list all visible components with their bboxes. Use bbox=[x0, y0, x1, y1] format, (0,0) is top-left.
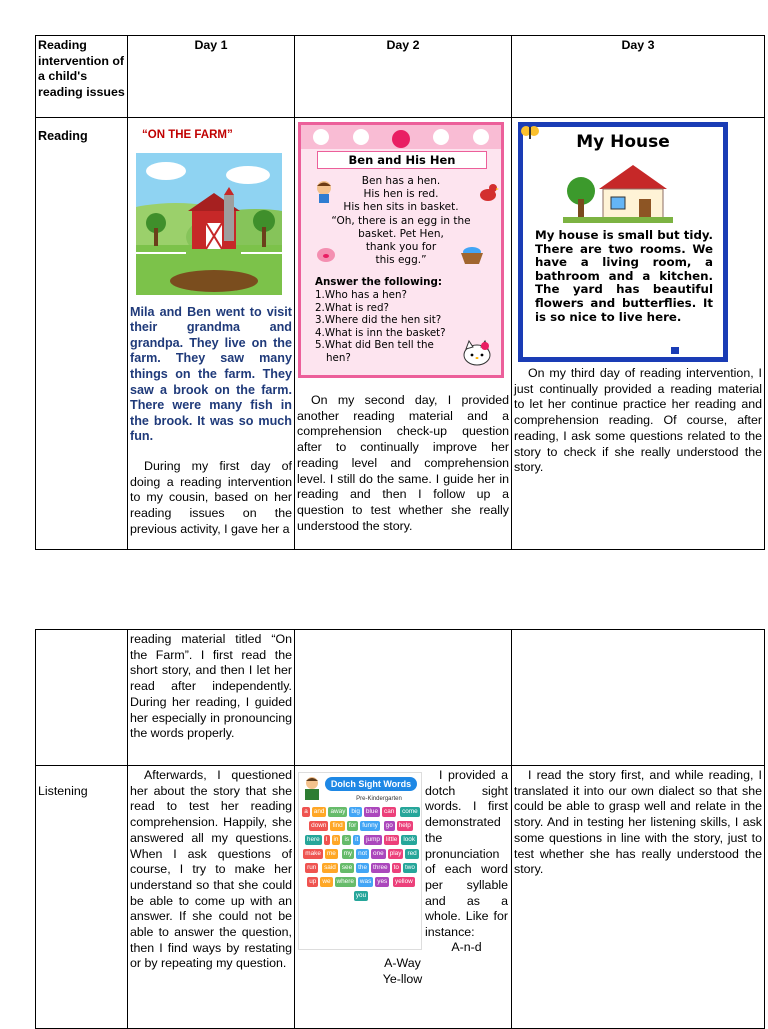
sight-word: said bbox=[324, 864, 336, 871]
intervention-table-page1 bbox=[35, 35, 765, 550]
sight-word: blue bbox=[365, 808, 379, 815]
sight-word: yes bbox=[377, 878, 388, 885]
listening-day2-cell bbox=[295, 766, 512, 1029]
listening-day3-text: I read the story first, and while reading, I translated it into our own dialect so that she could be able to grasp well and relate in the story. And in testing her listening skills, I ask some questions in line with the story, just to test whether she has really understood the story. bbox=[514, 768, 762, 877]
story-line: His hen is red. bbox=[363, 188, 439, 201]
sight-word: make bbox=[305, 850, 321, 857]
sight-word: away bbox=[330, 808, 346, 815]
sight-word: see bbox=[341, 864, 353, 871]
listening-day1-text: Afterwards, I questioned her about the story that she read to test her reading comprehension. Happily, she answered all my questions. When I ask questions of course, I try to make her understand so that she could be able to come up with an answer. If she could not be able to answer the question, then I find ways by restating or by repeating my question. bbox=[130, 768, 292, 971]
basket-icon bbox=[459, 245, 485, 265]
header-day1: Day 1 bbox=[128, 36, 295, 118]
my-house-card bbox=[518, 122, 728, 362]
question-heading: Answer the following: bbox=[315, 276, 442, 288]
sight-word: we bbox=[322, 878, 331, 885]
sight-word: red bbox=[407, 850, 417, 857]
my-house-text: My house is small but tidy. There are two rooms. We have a living room, a bathroom and a kitchen. The yard has beautiful flowers and butterflies. It is so nice to live here. bbox=[535, 228, 714, 324]
listening-day2-content bbox=[297, 768, 509, 1026]
house-illustration bbox=[563, 161, 673, 223]
sight-word: to bbox=[393, 864, 399, 871]
sight-word: help bbox=[398, 822, 411, 829]
sight-word: big bbox=[351, 808, 360, 815]
continuation-day1-text: reading material titled “On the Farm”. I first read the short story, and then I let her read after independently. During her reading, I guided her especially in pronouncing the words properly. bbox=[130, 632, 292, 741]
continuation-day1-cell bbox=[128, 630, 295, 766]
sight-word: and bbox=[313, 808, 325, 815]
sight-word: here bbox=[306, 836, 320, 843]
sight-word: for bbox=[348, 822, 357, 829]
sight-word: two bbox=[404, 864, 415, 871]
listening-label: Listening bbox=[38, 784, 88, 798]
reading-label-cell bbox=[36, 118, 128, 550]
farm-story-text: Mila and Ben went to visit their grandma and grandpa. They live on the farm. They saw many things on the farm. They saw a brook on the farm. There were many fish in the brook. It was so much fun. bbox=[130, 304, 292, 444]
sight-word: little bbox=[385, 836, 398, 843]
sight-word: you bbox=[355, 892, 367, 899]
reading-day1-cell bbox=[128, 118, 295, 550]
story-line: “Oh, there is an egg in the bbox=[331, 214, 471, 227]
sight-word: go bbox=[385, 822, 393, 829]
story-line: thank you for bbox=[365, 241, 437, 254]
question-item: 5.What did Ben tell the bbox=[315, 339, 434, 352]
ben-hen-card bbox=[298, 122, 504, 378]
reading-day1-paragraph: During my first day of doing a reading intervention to my cousin, based on her reading issues on the previous activity, I gave her a bbox=[130, 459, 292, 536]
continuation-day3-cell bbox=[512, 630, 765, 766]
sight-word: three bbox=[373, 864, 388, 871]
sight-word: funny bbox=[362, 822, 378, 829]
question-item: 4.What is inn the basket? bbox=[315, 326, 446, 339]
continuation-row bbox=[36, 630, 765, 766]
story-line: Ben has a hen. bbox=[361, 175, 441, 187]
listening-day1-cell bbox=[128, 766, 295, 1029]
listening-day2-text: I provided a dotch sight words. I first demonstrated the pronunciation of each word per syllable and as a whole. Like for instance: bbox=[425, 768, 508, 940]
sight-word: my bbox=[343, 850, 353, 857]
reading-day3-paragraph: On my third day of reading intervention, I just continually provided a reading material to let her continue practice her reading and comprehension reading. Of course, after reading, I ask some questions related to the story to check if she really understood the story. bbox=[514, 366, 762, 475]
sight-word: yellow bbox=[395, 878, 413, 885]
sight-word: come bbox=[402, 808, 418, 815]
sight-word: it bbox=[355, 836, 359, 843]
dolch-word-grid bbox=[301, 805, 421, 903]
sight-word: me bbox=[326, 850, 336, 857]
story-line: this egg.” bbox=[375, 254, 427, 267]
sight-word: I bbox=[325, 836, 328, 843]
listening-label-cell bbox=[36, 766, 128, 1029]
reading-day2-cell bbox=[295, 118, 512, 550]
kitty-icon bbox=[461, 337, 493, 369]
sight-word: play bbox=[389, 850, 402, 857]
reading-row bbox=[36, 118, 765, 550]
sight-word: run bbox=[307, 864, 317, 871]
story-line: His hen sits in basket. bbox=[343, 201, 459, 214]
sight-word: can bbox=[384, 808, 395, 815]
sight-word: not bbox=[358, 850, 368, 857]
listening-day3-cell bbox=[512, 766, 765, 1029]
reading-day3-cell bbox=[512, 118, 765, 550]
listening-row bbox=[36, 766, 765, 1029]
header-row bbox=[36, 36, 765, 118]
reading-day2-paragraph: On my second day, I provided another reading material and a comprehension check-up question after to continually improve her reading level and comprehension level. I still do the same. I guide her in reading and then I follow up a question to test whether she really understood the story. bbox=[297, 393, 509, 533]
pig-icon bbox=[315, 245, 337, 263]
ben-hen-title: Ben and His Hen bbox=[317, 151, 487, 169]
continuation-day2-cell bbox=[295, 630, 512, 766]
story-line: basket. Pet Hen, bbox=[358, 227, 444, 240]
syllable-example: A-Way bbox=[384, 956, 421, 970]
header-day3: Day 3 bbox=[512, 36, 765, 118]
dolch-subtitle: Pre-Kindergarten bbox=[356, 796, 402, 802]
sight-word: look bbox=[403, 836, 416, 843]
question-item: 3.Where did the hen sit? bbox=[315, 314, 442, 327]
sight-word: down bbox=[311, 822, 327, 829]
header-col-intervention: Reading intervention of a child's reading issues bbox=[36, 36, 128, 118]
sight-word: jump bbox=[366, 836, 380, 843]
publisher-badge bbox=[671, 347, 679, 354]
child-reading-icon bbox=[301, 775, 323, 801]
question-item: 1.Who has a hen? bbox=[315, 289, 408, 301]
sight-word: find bbox=[332, 822, 343, 829]
sight-word: is bbox=[344, 836, 350, 843]
farm-illustration bbox=[136, 153, 282, 295]
syllable-example: Ye-llow bbox=[382, 972, 423, 986]
hello-kitty-border bbox=[301, 125, 501, 149]
dolch-card bbox=[298, 772, 422, 950]
intervention-table-page2 bbox=[35, 629, 765, 1029]
dolch-title: Dolch Sight Words bbox=[325, 777, 417, 791]
my-house-title: My House bbox=[576, 132, 670, 152]
sight-word: one bbox=[373, 850, 384, 857]
syllable-example: A-n-d bbox=[451, 940, 482, 954]
sight-word: a bbox=[304, 808, 308, 815]
sight-word: the bbox=[358, 864, 368, 871]
sight-word: up bbox=[309, 878, 317, 885]
my-house-inner bbox=[523, 127, 723, 357]
question-item: 2.What is red? bbox=[315, 301, 389, 314]
reading-label: Reading bbox=[38, 129, 88, 143]
sight-word: in bbox=[333, 836, 339, 843]
continuation-label-cell bbox=[36, 630, 128, 766]
header-day2: Day 2 bbox=[295, 36, 512, 118]
sight-word: where bbox=[336, 878, 354, 885]
question-item: hen? bbox=[326, 351, 351, 364]
farm-story-title: “ON THE FARM” bbox=[142, 129, 233, 141]
sight-word: was bbox=[359, 878, 372, 885]
